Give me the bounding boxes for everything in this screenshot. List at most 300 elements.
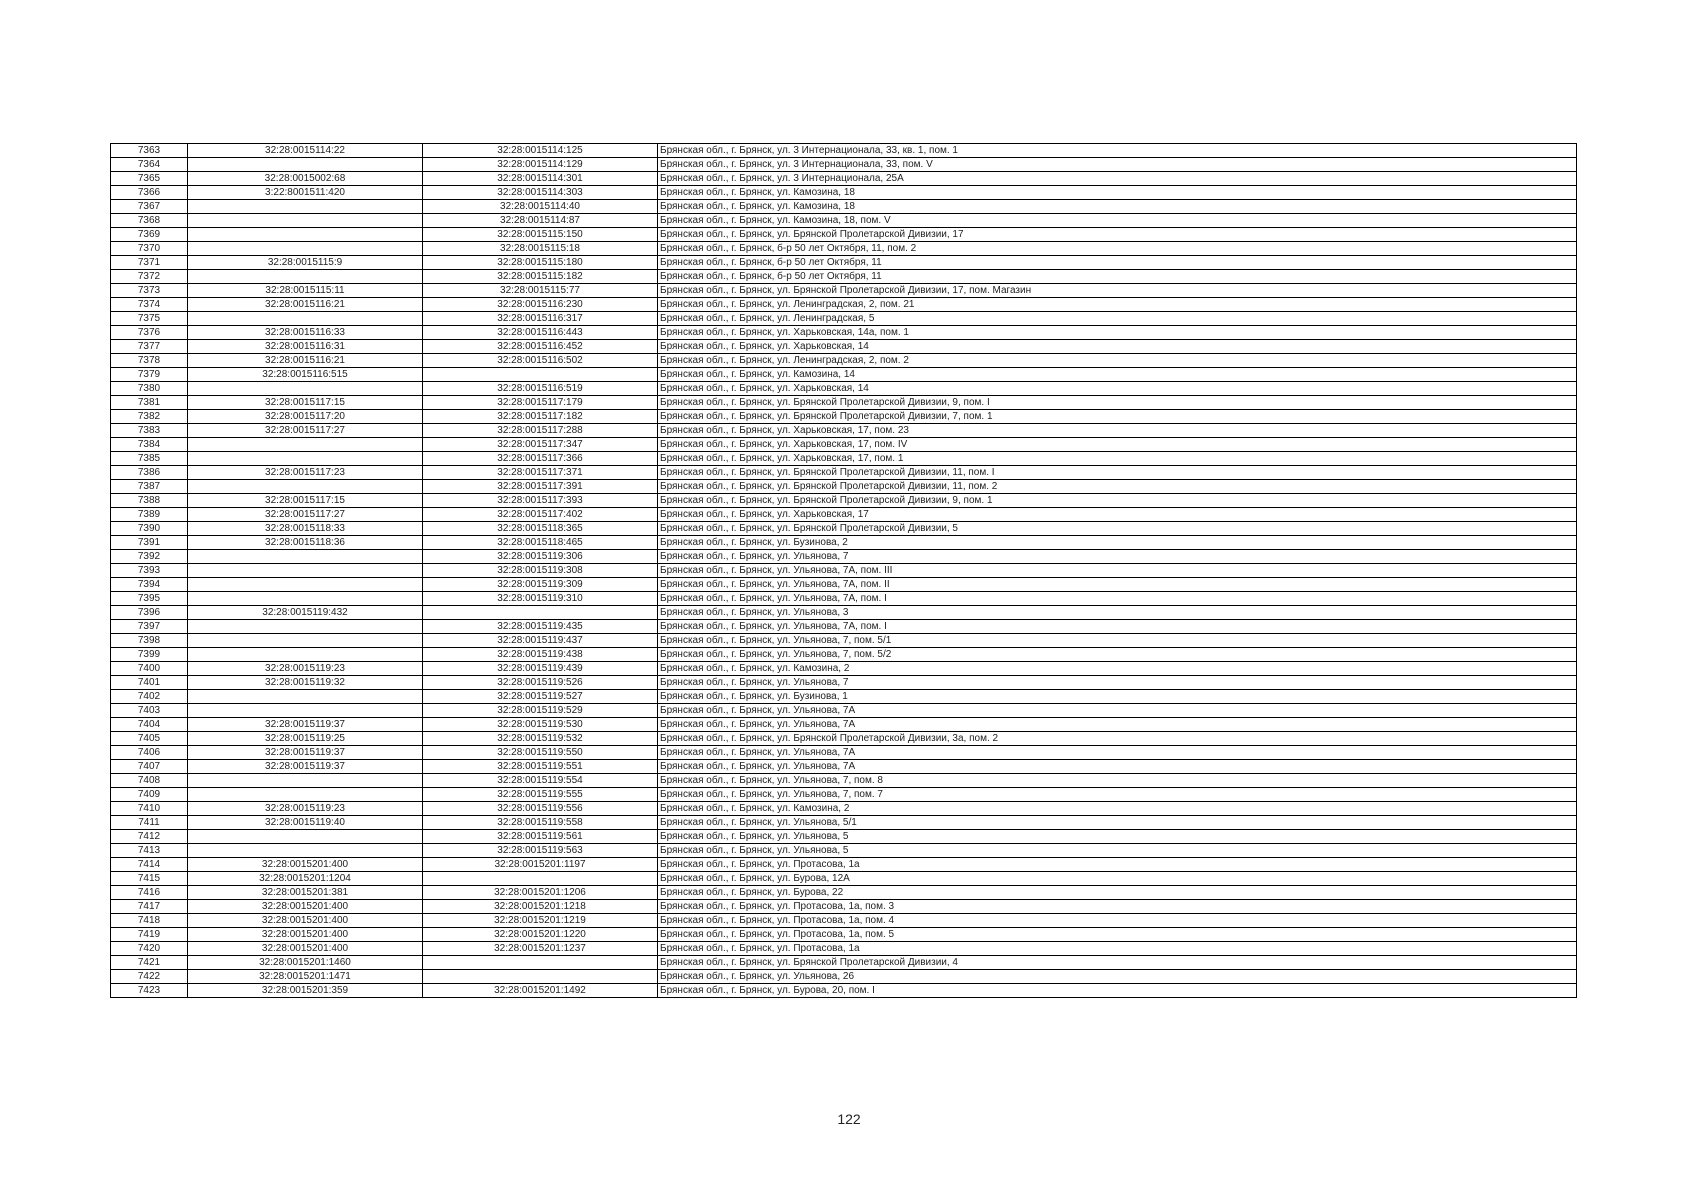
cadastral-number-land-cell: 32:28:0015002:68	[188, 172, 423, 186]
cadastral-number-object-cell: 32:28:0015118:465	[423, 536, 658, 550]
row-number-cell: 7364	[111, 158, 188, 172]
address-cell: Брянская обл., г. Брянск, ул. Брянской Пролетарской Дивизии, 11, пом. 2	[658, 480, 1577, 494]
row-number-cell: 7380	[111, 382, 188, 396]
address-cell: Брянская обл., г. Брянск, ул. Ульянова, 7, пом. 8	[658, 774, 1577, 788]
cadastral-number-object-cell: 32:28:0015116:317	[423, 312, 658, 326]
table-row	[111, 760, 1577, 774]
address-cell: Брянская обл., г. Брянск, ул. Брянской Пролетарской Дивизии, 9, пом. I	[658, 396, 1577, 410]
table-row	[111, 256, 1577, 270]
row-number-cell: 7410	[111, 802, 188, 816]
row-number-cell: 7363	[111, 144, 188, 158]
table-row	[111, 452, 1577, 466]
table-row	[111, 424, 1577, 438]
cadastral-number-land-cell	[188, 704, 423, 718]
cadastral-number-object-cell: 32:28:0015117:402	[423, 508, 658, 522]
address-cell: Брянская обл., г. Брянск, б-р 50 лет Октября, 11	[658, 270, 1577, 284]
cadastral-number-land-cell: 32:28:0015117:15	[188, 494, 423, 508]
table-row	[111, 816, 1577, 830]
cadastral-number-object-cell: 32:28:0015117:371	[423, 466, 658, 480]
cadastral-number-land-cell: 32:28:0015201:1204	[188, 872, 423, 886]
cadastral-number-land-cell	[188, 830, 423, 844]
cadastral-number-land-cell: 32:28:0015201:400	[188, 914, 423, 928]
address-cell: Брянская обл., г. Брянск, ул. Харьковская, 17, пом. 1	[658, 452, 1577, 466]
row-number-cell: 7402	[111, 690, 188, 704]
cadastral-number-land-cell	[188, 592, 423, 606]
table-row	[111, 858, 1577, 872]
row-number-cell: 7396	[111, 606, 188, 620]
address-cell: Брянская обл., г. Брянск, ул. Камозина, 18	[658, 186, 1577, 200]
cadastral-number-land-cell: 32:28:0015119:432	[188, 606, 423, 620]
row-number-cell: 7415	[111, 872, 188, 886]
row-number-cell: 7418	[111, 914, 188, 928]
cadastral-number-land-cell: 32:28:0015201:359	[188, 984, 423, 998]
cadastral-number-object-cell: 32:28:0015115:150	[423, 228, 658, 242]
cadastral-number-object-cell: 32:28:0015119:551	[423, 760, 658, 774]
table-row	[111, 214, 1577, 228]
cadastral-number-land-cell	[188, 648, 423, 662]
cadastral-number-object-cell: 32:28:0015119:435	[423, 620, 658, 634]
cadastral-number-object-cell: 32:28:0015118:365	[423, 522, 658, 536]
row-number-cell: 7421	[111, 956, 188, 970]
cadastral-number-land-cell	[188, 578, 423, 592]
cadastral-number-land-cell: 32:28:0015115:9	[188, 256, 423, 270]
row-number-cell: 7411	[111, 816, 188, 830]
cadastral-number-land-cell: 32:28:0015118:33	[188, 522, 423, 536]
table-row	[111, 970, 1577, 984]
address-cell: Брянская обл., г. Брянск, ул. Брянской Пролетарской Дивизии, 9, пом. 1	[658, 494, 1577, 508]
address-cell: Брянская обл., г. Брянск, ул. Ульянова, 7А, пом. III	[658, 564, 1577, 578]
row-number-cell: 7375	[111, 312, 188, 326]
address-cell: Брянская обл., г. Брянск, ул. Ульянова, 7А	[658, 760, 1577, 774]
row-number-cell: 7409	[111, 788, 188, 802]
address-cell: Брянская обл., г. Брянск, ул. Ульянова, 5/1	[658, 816, 1577, 830]
cadastral-number-object-cell	[423, 956, 658, 970]
table-row	[111, 466, 1577, 480]
cadastral-number-object-cell: 32:28:0015117:288	[423, 424, 658, 438]
table-row	[111, 774, 1577, 788]
table-row	[111, 396, 1577, 410]
address-cell: Брянская обл., г. Брянск, ул. Брянской Пролетарской Дивизии, 7, пом. 1	[658, 410, 1577, 424]
address-cell: Брянская обл., г. Брянск, ул. Брянской Пролетарской Дивизии, 11, пом. I	[658, 466, 1577, 480]
table-row	[111, 228, 1577, 242]
table-row	[111, 872, 1577, 886]
address-cell: Брянская обл., г. Брянск, ул. Харьковская, 17, пом. 23	[658, 424, 1577, 438]
row-number-cell: 7386	[111, 466, 188, 480]
cadastral-number-object-cell: 32:28:0015115:182	[423, 270, 658, 284]
cadastral-number-object-cell: 32:28:0015119:527	[423, 690, 658, 704]
cadastral-number-land-cell	[188, 788, 423, 802]
row-number-cell: 7401	[111, 676, 188, 690]
cadastral-number-land-cell: 32:28:0015119:32	[188, 676, 423, 690]
table-row	[111, 984, 1577, 998]
cadastral-number-object-cell	[423, 606, 658, 620]
table-row	[111, 172, 1577, 186]
cadastral-number-object-cell: 32:28:0015115:180	[423, 256, 658, 270]
cadastral-number-land-cell: 32:28:0015114:22	[188, 144, 423, 158]
table-row	[111, 186, 1577, 200]
cadastral-number-land-cell: 32:28:0015115:11	[188, 284, 423, 298]
cadastral-number-object-cell: 32:28:0015119:309	[423, 578, 658, 592]
row-number-cell: 7397	[111, 620, 188, 634]
row-number-cell: 7390	[111, 522, 188, 536]
address-cell: Брянская обл., г. Брянск, ул. Ульянова, 7	[658, 676, 1577, 690]
address-cell: Брянская обл., г. Брянск, ул. Бурова, 20, пом. I	[658, 984, 1577, 998]
cadastral-number-object-cell: 32:28:0015119:555	[423, 788, 658, 802]
cadastral-number-object-cell: 32:28:0015116:502	[423, 354, 658, 368]
address-cell: Брянская обл., г. Брянск, ул. Ульянова, 26	[658, 970, 1577, 984]
table-row	[111, 284, 1577, 298]
cadastral-number-object-cell: 32:28:0015119:439	[423, 662, 658, 676]
row-number-cell: 7393	[111, 564, 188, 578]
cadastral-number-land-cell: 32:28:0015119:37	[188, 760, 423, 774]
cadastral-number-land-cell	[188, 228, 423, 242]
cadastral-number-land-cell: 32:28:0015119:23	[188, 802, 423, 816]
table-row	[111, 690, 1577, 704]
table-row	[111, 900, 1577, 914]
table-row	[111, 480, 1577, 494]
cadastral-number-land-cell: 32:28:0015118:36	[188, 536, 423, 550]
address-cell: Брянская обл., г. Брянск, ул. Протасова, 1а, пом. 3	[658, 900, 1577, 914]
cadastral-number-land-cell: 32:28:0015119:37	[188, 746, 423, 760]
address-cell: Брянская обл., г. Брянск, ул. Камозина, 14	[658, 368, 1577, 382]
cadastral-number-land-cell: 32:28:0015201:400	[188, 900, 423, 914]
cadastral-number-object-cell	[423, 368, 658, 382]
address-cell: Брянская обл., г. Брянск, ул. Ульянова, 7А, пом. I	[658, 592, 1577, 606]
cadastral-number-land-cell: 32:28:0015116:21	[188, 354, 423, 368]
cadastral-number-land-cell	[188, 690, 423, 704]
cadastral-number-object-cell: 32:28:0015119:550	[423, 746, 658, 760]
cadastral-number-object-cell: 32:28:0015119:556	[423, 802, 658, 816]
row-number-cell: 7367	[111, 200, 188, 214]
cadastral-number-object-cell: 32:28:0015117:393	[423, 494, 658, 508]
table-row	[111, 578, 1577, 592]
row-number-cell: 7398	[111, 634, 188, 648]
cadastral-number-object-cell: 32:28:0015116:443	[423, 326, 658, 340]
table-row	[111, 494, 1577, 508]
table-row	[111, 620, 1577, 634]
address-cell: Брянская обл., г. Брянск, ул. Ленинградская, 5	[658, 312, 1577, 326]
cadastral-number-object-cell: 32:28:0015201:1219	[423, 914, 658, 928]
cadastral-number-object-cell: 32:28:0015116:230	[423, 298, 658, 312]
table-body	[111, 144, 1577, 998]
cadastral-number-land-cell: 3:22:8001511:420	[188, 186, 423, 200]
cadastral-number-object-cell: 32:28:0015116:452	[423, 340, 658, 354]
table-row	[111, 438, 1577, 452]
address-cell: Брянская обл., г. Брянск, ул. Ульянова, 5	[658, 830, 1577, 844]
address-cell: Брянская обл., г. Брянск, ул. Брянской Пролетарской Дивизии, 5	[658, 522, 1577, 536]
cadastral-number-land-cell	[188, 480, 423, 494]
table-row	[111, 844, 1577, 858]
address-cell: Брянская обл., г. Брянск, ул. Харьковская, 14	[658, 340, 1577, 354]
address-cell: Брянская обл., г. Брянск, б-р 50 лет Октября, 11, пом. 2	[658, 242, 1577, 256]
table-row	[111, 508, 1577, 522]
row-number-cell: 7413	[111, 844, 188, 858]
address-cell: Брянская обл., г. Брянск, ул. Камозина, 18, пом. V	[658, 214, 1577, 228]
row-number-cell: 7419	[111, 928, 188, 942]
row-number-cell: 7414	[111, 858, 188, 872]
cadastral-number-object-cell: 32:28:0015115:18	[423, 242, 658, 256]
cadastral-number-land-cell	[188, 312, 423, 326]
cadastral-number-object-cell: 32:28:0015119:526	[423, 676, 658, 690]
cadastral-number-land-cell: 32:28:0015119:23	[188, 662, 423, 676]
row-number-cell: 7370	[111, 242, 188, 256]
row-number-cell: 7404	[111, 718, 188, 732]
table-row	[111, 368, 1577, 382]
row-number-cell: 7399	[111, 648, 188, 662]
cadastral-number-object-cell: 32:28:0015119:437	[423, 634, 658, 648]
row-number-cell: 7381	[111, 396, 188, 410]
table-row	[111, 746, 1577, 760]
row-number-cell: 7373	[111, 284, 188, 298]
cadastral-number-object-cell: 32:28:0015119:438	[423, 648, 658, 662]
row-number-cell: 7385	[111, 452, 188, 466]
cadastral-number-object-cell: 32:28:0015119:558	[423, 816, 658, 830]
cadastral-number-land-cell: 32:28:0015116:33	[188, 326, 423, 340]
table-row	[111, 522, 1577, 536]
row-number-cell: 7377	[111, 340, 188, 354]
cadastral-number-object-cell: 32:28:0015114:125	[423, 144, 658, 158]
cadastral-number-land-cell	[188, 452, 423, 466]
cadastral-number-object-cell: 32:28:0015117:366	[423, 452, 658, 466]
table-row	[111, 326, 1577, 340]
row-number-cell: 7405	[111, 732, 188, 746]
row-number-cell: 7392	[111, 550, 188, 564]
cadastral-number-land-cell	[188, 634, 423, 648]
address-cell: Брянская обл., г. Брянск, ул. Брянской Пролетарской Дивизии, 4	[658, 956, 1577, 970]
row-number-cell: 7422	[111, 970, 188, 984]
cadastral-number-land-cell: 32:28:0015119:40	[188, 816, 423, 830]
address-cell: Брянская обл., г. Брянск, ул. 3 Интернационала, 33, пом. V	[658, 158, 1577, 172]
table-row	[111, 550, 1577, 564]
address-cell: Брянская обл., г. Брянск, ул. Камозина, 18	[658, 200, 1577, 214]
address-cell: Брянская обл., г. Брянск, ул. Ульянова, 3	[658, 606, 1577, 620]
row-number-cell: 7400	[111, 662, 188, 676]
cadastral-number-object-cell: 32:28:0015117:179	[423, 396, 658, 410]
cadastral-number-object-cell: 32:28:0015119:308	[423, 564, 658, 578]
table-row	[111, 298, 1577, 312]
cadastral-number-object-cell: 32:28:0015116:519	[423, 382, 658, 396]
cadastral-number-land-cell	[188, 242, 423, 256]
address-cell: Брянская обл., г. Брянск, ул. Бурова, 12А	[658, 872, 1577, 886]
address-cell: Брянская обл., г. Брянск, ул. Ульянова, 7А, пом. II	[658, 578, 1577, 592]
cadastral-number-land-cell	[188, 774, 423, 788]
row-number-cell: 7383	[111, 424, 188, 438]
table-row	[111, 536, 1577, 550]
cadastral-number-land-cell: 32:28:0015201:381	[188, 886, 423, 900]
address-cell: Брянская обл., г. Брянск, ул. 3 Интернационала, 25А	[658, 172, 1577, 186]
row-number-cell: 7403	[111, 704, 188, 718]
table-row	[111, 942, 1577, 956]
cadastral-number-object-cell: 32:28:0015119:532	[423, 732, 658, 746]
table-row	[111, 410, 1577, 424]
row-number-cell: 7423	[111, 984, 188, 998]
cadastral-number-object-cell: 32:28:0015119:561	[423, 830, 658, 844]
cadastral-number-object-cell: 32:28:0015201:1206	[423, 886, 658, 900]
cadastral-number-object-cell: 32:28:0015117:347	[423, 438, 658, 452]
cadastral-number-land-cell	[188, 270, 423, 284]
row-number-cell: 7420	[111, 942, 188, 956]
table-row	[111, 718, 1577, 732]
row-number-cell: 7407	[111, 760, 188, 774]
row-number-cell: 7376	[111, 326, 188, 340]
cadastral-number-land-cell	[188, 550, 423, 564]
address-cell: Брянская обл., г. Брянск, ул. Протасова, 1а, пом. 5	[658, 928, 1577, 942]
cadastral-number-object-cell: 32:28:0015114:87	[423, 214, 658, 228]
address-cell: Брянская обл., г. Брянск, ул. Бурова, 22	[658, 886, 1577, 900]
cadastral-number-object-cell: 32:28:0015201:1220	[423, 928, 658, 942]
row-number-cell: 7372	[111, 270, 188, 284]
cadastral-number-land-cell	[188, 564, 423, 578]
table-row	[111, 340, 1577, 354]
cadastral-number-object-cell: 32:28:0015115:77	[423, 284, 658, 298]
row-number-cell: 7365	[111, 172, 188, 186]
row-number-cell: 7395	[111, 592, 188, 606]
table-row	[111, 928, 1577, 942]
address-cell: Брянская обл., г. Брянск, ул. Ульянова, 7А, пом. I	[658, 620, 1577, 634]
table-row	[111, 662, 1577, 676]
address-cell: Брянская обл., г. Брянск, ул. 3 Интернационала, 33, кв. 1, пом. 1	[658, 144, 1577, 158]
cadastral-number-land-cell: 32:28:0015201:400	[188, 858, 423, 872]
cadastral-number-land-cell	[188, 620, 423, 634]
cadastral-number-land-cell	[188, 158, 423, 172]
table-row	[111, 270, 1577, 284]
table-row	[111, 382, 1577, 396]
table-row	[111, 242, 1577, 256]
address-cell: Брянская обл., г. Брянск, ул. Камозина, 2	[658, 802, 1577, 816]
cadastral-number-object-cell: 32:28:0015117:391	[423, 480, 658, 494]
table-row	[111, 634, 1577, 648]
cadastral-number-object-cell: 32:28:0015119:310	[423, 592, 658, 606]
cadastral-number-land-cell: 32:28:0015117:20	[188, 410, 423, 424]
address-cell: Брянская обл., г. Брянск, ул. Брянской Пролетарской Дивизии, 3а, пом. 2	[658, 732, 1577, 746]
address-cell: Брянская обл., г. Брянск, ул. Ульянова, 5	[658, 844, 1577, 858]
address-cell: Брянская обл., г. Брянск, ул. Ульянова, 7	[658, 550, 1577, 564]
row-number-cell: 7412	[111, 830, 188, 844]
cadastral-number-object-cell: 32:28:0015114:129	[423, 158, 658, 172]
address-cell: Брянская обл., г. Брянск, ул. Протасова, 1а, пом. 4	[658, 914, 1577, 928]
cadastral-number-object-cell: 32:28:0015114:301	[423, 172, 658, 186]
row-number-cell: 7369	[111, 228, 188, 242]
address-cell: Брянская обл., г. Брянск, ул. Брянской Пролетарской Дивизии, 17, пом. Магазин	[658, 284, 1577, 298]
cadastral-number-land-cell	[188, 844, 423, 858]
cadastral-number-land-cell: 32:28:0015116:515	[188, 368, 423, 382]
cadastral-number-object-cell: 32:28:0015201:1492	[423, 984, 658, 998]
row-number-cell: 7374	[111, 298, 188, 312]
table-row	[111, 732, 1577, 746]
cadastral-number-object-cell: 32:28:0015119:306	[423, 550, 658, 564]
table-row	[111, 704, 1577, 718]
cadastral-number-land-cell: 32:28:0015116:31	[188, 340, 423, 354]
address-cell: Брянская обл., г. Брянск, ул. Ленинградская, 2, пом. 21	[658, 298, 1577, 312]
cadastral-number-land-cell: 32:28:0015119:25	[188, 732, 423, 746]
address-cell: Брянская обл., г. Брянск, б-р 50 лет Октября, 11	[658, 256, 1577, 270]
cadastral-number-object-cell	[423, 970, 658, 984]
address-cell: Брянская обл., г. Брянск, ул. Харьковская, 14а, пом. 1	[658, 326, 1577, 340]
cadastral-number-object-cell: 32:28:0015114:303	[423, 186, 658, 200]
address-cell: Брянская обл., г. Брянск, ул. Ульянова, 7, пом. 5/2	[658, 648, 1577, 662]
table-row	[111, 312, 1577, 326]
address-cell: Брянская обл., г. Брянск, ул. Ульянова, 7А	[658, 704, 1577, 718]
table-row	[111, 144, 1577, 158]
cadastral-number-land-cell	[188, 438, 423, 452]
row-number-cell: 7388	[111, 494, 188, 508]
address-cell: Брянская обл., г. Брянск, ул. Брянской Пролетарской Дивизии, 17	[658, 228, 1577, 242]
cadastral-number-land-cell: 32:28:0015116:21	[188, 298, 423, 312]
address-cell: Брянская обл., г. Брянск, ул. Ульянова, 7, пом. 7	[658, 788, 1577, 802]
row-number-cell: 7371	[111, 256, 188, 270]
address-cell: Брянская обл., г. Брянск, ул. Бузинова, 2	[658, 536, 1577, 550]
row-number-cell: 7394	[111, 578, 188, 592]
cadastral-number-land-cell: 32:28:0015117:15	[188, 396, 423, 410]
row-number-cell: 7417	[111, 900, 188, 914]
row-number-cell: 7368	[111, 214, 188, 228]
cadastral-number-land-cell: 32:28:0015201:400	[188, 928, 423, 942]
table-row	[111, 592, 1577, 606]
address-cell: Брянская обл., г. Брянск, ул. Камозина, 2	[658, 662, 1577, 676]
cadastral-number-object-cell: 32:28:0015119:529	[423, 704, 658, 718]
address-cell: Брянская обл., г. Брянск, ул. Харьковская, 17	[658, 508, 1577, 522]
row-number-cell: 7387	[111, 480, 188, 494]
cadastral-number-land-cell	[188, 382, 423, 396]
cadastral-number-object-cell: 32:28:0015201:1237	[423, 942, 658, 956]
cadastral-number-land-cell: 32:28:0015201:1460	[188, 956, 423, 970]
row-number-cell: 7382	[111, 410, 188, 424]
address-cell: Брянская обл., г. Брянск, ул. Бузинова, 1	[658, 690, 1577, 704]
row-number-cell: 7391	[111, 536, 188, 550]
row-number-cell: 7408	[111, 774, 188, 788]
table-row	[111, 354, 1577, 368]
address-cell: Брянская обл., г. Брянск, ул. Харьковская, 14	[658, 382, 1577, 396]
table-row	[111, 606, 1577, 620]
cadastral-number-land-cell	[188, 214, 423, 228]
address-cell: Брянская обл., г. Брянск, ул. Ульянова, 7А	[658, 746, 1577, 760]
cadastral-number-object-cell: 32:28:0015119:554	[423, 774, 658, 788]
row-number-cell: 7379	[111, 368, 188, 382]
cadastral-number-object-cell: 32:28:0015119:563	[423, 844, 658, 858]
row-number-cell: 7366	[111, 186, 188, 200]
table-row	[111, 956, 1577, 970]
table-row	[111, 788, 1577, 802]
cadastral-number-object-cell: 32:28:0015201:1197	[423, 858, 658, 872]
cadastral-number-land-cell: 32:28:0015201:400	[188, 942, 423, 956]
row-number-cell: 7384	[111, 438, 188, 452]
row-number-cell: 7406	[111, 746, 188, 760]
address-cell: Брянская обл., г. Брянск, ул. Протасова, 1а	[658, 942, 1577, 956]
cadastral-number-object-cell: 32:28:0015114:40	[423, 200, 658, 214]
cadastral-number-object-cell	[423, 872, 658, 886]
cadastral-number-object-cell: 32:28:0015117:182	[423, 410, 658, 424]
table-row	[111, 886, 1577, 900]
cadastral-number-object-cell: 32:28:0015119:530	[423, 718, 658, 732]
table-row	[111, 802, 1577, 816]
table-row	[111, 200, 1577, 214]
table-row	[111, 676, 1577, 690]
address-cell: Брянская обл., г. Брянск, ул. Протасова, 1а	[658, 858, 1577, 872]
address-cell: Брянская обл., г. Брянск, ул. Ленинградская, 2, пом. 2	[658, 354, 1577, 368]
table-row	[111, 648, 1577, 662]
document-page	[110, 143, 1576, 998]
property-table	[110, 143, 1577, 998]
page-number: 122	[837, 1111, 861, 1127]
cadastral-number-land-cell: 32:28:0015119:37	[188, 718, 423, 732]
cadastral-number-land-cell: 32:28:0015201:1471	[188, 970, 423, 984]
row-number-cell: 7416	[111, 886, 188, 900]
address-cell: Брянская обл., г. Брянск, ул. Харьковская, 17, пом. IV	[658, 438, 1577, 452]
address-cell: Брянская обл., г. Брянск, ул. Ульянова, 7, пом. 5/1	[658, 634, 1577, 648]
cadastral-number-land-cell: 32:28:0015117:27	[188, 508, 423, 522]
table-row	[111, 158, 1577, 172]
cadastral-number-land-cell: 32:28:0015117:23	[188, 466, 423, 480]
